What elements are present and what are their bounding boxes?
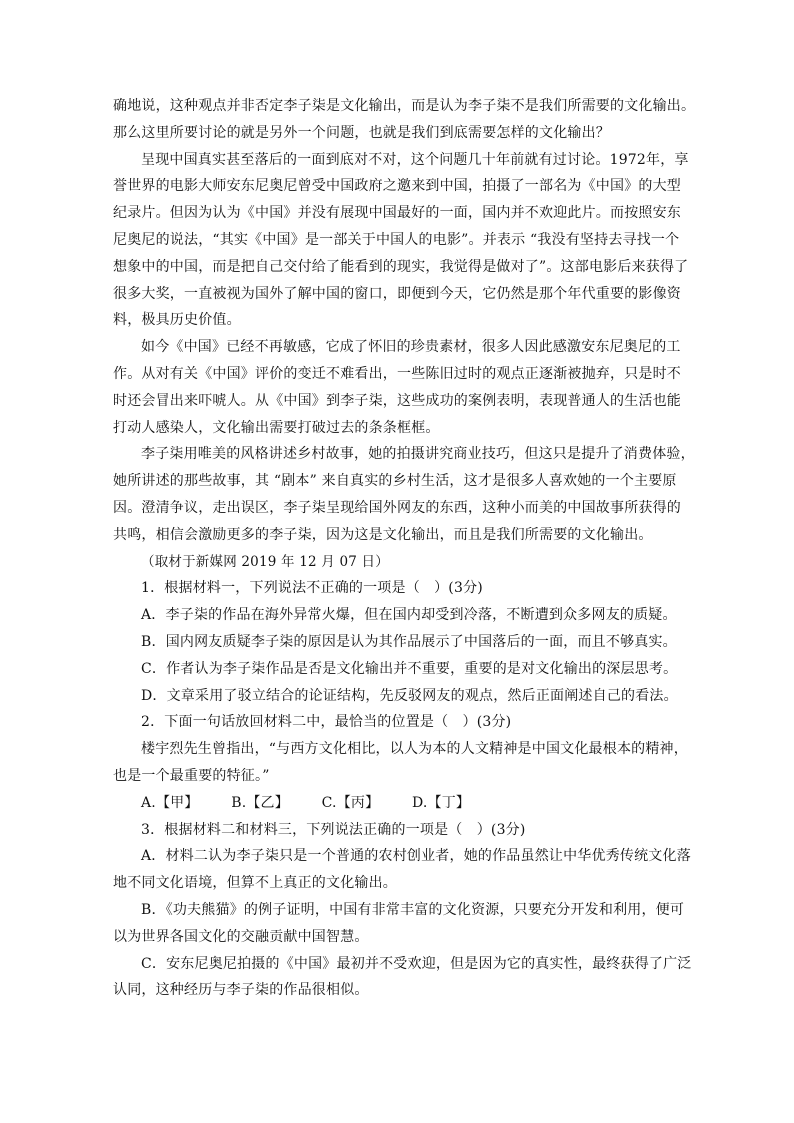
q2-option-d: D.【丁】 (411, 794, 471, 811)
q1-option-d: D．文章采用了驳立结合的论证结构，先反驳网友的观点，然后正面阐述自己的看法。 (141, 687, 678, 704)
q3-option-b: B．《功夫熊猫》的例子证明，中国有非常丰富的文化资源，只要充分开发和利用，便可 (141, 901, 685, 918)
q3-option-c-cont: 认同，这种经历与李子柒的作品很相似。 (113, 982, 369, 999)
text-line: 想象中的中国，而是把自己交付给了能看到的现实，我觉得是做对了”。这部电影后来获得了 (113, 258, 689, 275)
document-page (113, 93, 696, 1004)
q2-quote-cont: 也是一个最重要的特征。” (113, 767, 270, 784)
text-line: 确地说，这种观点并非否定李子柒是文化输出，而是认为李子柒不是我们所需要的文化输出。 (113, 98, 696, 114)
q2-option-b: B.【乙】 (231, 794, 289, 811)
q3-option-a: A．材料二认为李子柒只是一个普通的农村创业者，她的作品虽然让中华优秀传统文化落 (141, 848, 691, 865)
text-line: 那么这里所要讨论的就是另外一个问题，也就是我们到底需要怎样的文化输出？ (113, 124, 610, 141)
text-line: 打动人感染人，文化输出需要打破过去的条条框框。 (113, 419, 440, 436)
question-1: 1．根据材料一，下列说法不正确的一项是（ ）(3分) (141, 580, 483, 597)
text-line: 因。澄清争议，走出误区，李子柒呈现给国外网友的东西，这种小而美的中国故事所获得的 (113, 499, 681, 516)
source-citation: （取材于新媒网 2019 年 12 月 07 日） (141, 553, 389, 570)
q3-option-b-cont: 以为世界各国文化的交融贡献中国智慧。 (113, 928, 369, 945)
question-3: 3．根据材料二和材料三，下列说法正确的一项是（ ）(3分) (141, 821, 526, 838)
text-line: 很多大奖，一直被视为国外了解中国的窗口，即便到今天，它仍然是那个年代重要的影像资 (113, 285, 681, 302)
q1-option-b: B．国内网友质疑李子柒的原因是认为其作品展示了中国落后的一面，而且不够真实。 (141, 633, 677, 650)
text-line: 她所讲述的那些故事，其 “剧本” 来自真实的乡村生活，这才是很多人喜欢她的一个主要原 (113, 473, 677, 490)
q1-option-c: C．作者认为李子柒作品是否是文化输出并不重要，重要的是对文化输出的深层思考。 (141, 660, 678, 677)
q2-quote: 楼宇烈先生曾指出，“与西方文化相比，以人为本的人文精神是中国文化最根本的精神， (141, 741, 688, 758)
text-line: 作。从对有关《中国》评价的变迁不难看出，一些陈旧过时的观点正逐渐被抛弃，只是时不 (113, 365, 681, 382)
text-line: 尼奥尼的说法，“其实《中国》是一部关于中国人的电影”。并表示 “我没有坚持去寻找一个 (113, 231, 680, 248)
paragraph-start: 李子柒用唯美的风格讲述乡村故事，她的拍摄讲究商业技巧，但这只是提升了消费体验， (141, 446, 695, 463)
q1-option-a: A．李子柒的作品在海外异常火爆，但在国内却受到冷落，不断遭到众多网友的质疑。 (141, 607, 677, 624)
q2-option-a: A.【甲】 (141, 794, 199, 811)
text-line: 时还会冒出来吓唬人。从《中国》到李子柒，这些成功的案例表明，表现普通人的生活也能 (113, 392, 681, 409)
question-2: 2．下面一句话放回材料二中，最恰当的位置是（ ）(3分) (141, 714, 512, 731)
text-line: 誉世界的电影大师安东尼奥尼曾受中国政府之邀来到中国，拍摄了一部名为《中国》的大型 (113, 178, 681, 195)
paragraph-start: 如今《中国》已经不再敏感，它成了怀旧的珍贵素材，很多人因此感激安东尼奥尼的工 (141, 339, 681, 356)
q2-option-c: C.【丙】 (321, 794, 380, 811)
paragraph-start: 呈现中国真实甚至落后的一面到底对不对，这个问题几十年前就有过讨论。1972年，享 (141, 151, 689, 168)
q3-option-a-cont: 地不同文化语境，但算不上真正的文化输出。 (113, 875, 397, 892)
text-line: 料，极具历史价值。 (113, 312, 241, 329)
text-line: 纪录片。但因为认为《中国》并没有展现中国最好的一面，国内并不欢迎此片。而按照安东 (113, 205, 681, 222)
q2-options (113, 790, 685, 817)
text-line: 共鸣，相信会激励更多的李子柒，因为这是文化输出，而且是我们所需要的文化输出。 (113, 526, 653, 543)
q3-option-c: C．安东尼奥尼拍摄的《中国》最初并不受欢迎，但是因为它的真实性，最终获得了广泛 (141, 955, 692, 972)
